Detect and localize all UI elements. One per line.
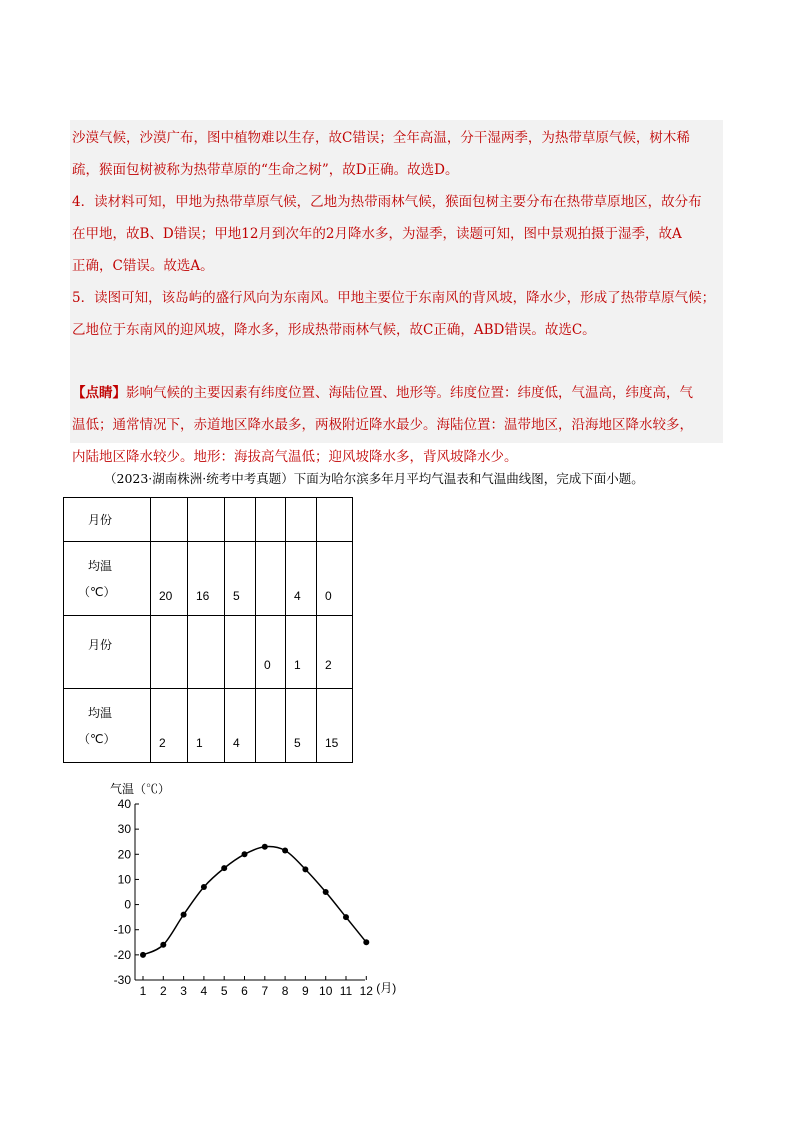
data-point — [343, 914, 349, 920]
y-tick-label: 0 — [124, 897, 131, 912]
x-tick-label: 12 — [359, 984, 373, 998]
table-header-cell — [64, 542, 151, 616]
point-text: 影响气候的主要因素有纬度位置、海陆位置、地形等。纬度位置：纬度低，气温高，纬度高，气 — [126, 385, 693, 401]
y-tick-label: 10 — [117, 872, 131, 887]
month-label: 月份 — [88, 637, 113, 652]
answer-line: 正确，C错误。故选A。 — [72, 258, 214, 274]
y-tick-label: 20 — [117, 847, 131, 862]
table-cell — [286, 498, 317, 542]
data-point — [201, 884, 207, 890]
x-tick-label: 7 — [261, 984, 269, 998]
table-cell: 2 — [151, 689, 188, 763]
x-tick-label: 1 — [139, 984, 147, 998]
x-tick-label: 4 — [200, 984, 208, 998]
data-points — [140, 844, 369, 958]
x-axis-unit: (月) — [376, 981, 397, 995]
table-row — [64, 616, 353, 689]
table-cell: 1 — [188, 689, 225, 763]
table-cell — [151, 498, 188, 542]
table-cell: 15 — [317, 689, 353, 763]
table-cell: 5 — [286, 689, 317, 763]
data-point — [140, 952, 146, 958]
x-ticks — [140, 976, 374, 998]
point-line: 内陆地区降水较少。地形：海拔高气温低；迎风坡降水多，背风坡降水少。 — [72, 449, 518, 465]
table-row — [64, 542, 353, 616]
y-axis-title: 气温（℃） — [110, 782, 171, 796]
table-cell — [256, 498, 286, 542]
table-cell: 0 — [317, 542, 353, 616]
data-point — [323, 889, 329, 895]
table-cell: 20 — [151, 542, 188, 616]
table-cell — [151, 616, 188, 689]
avg-label: 均温 — [88, 705, 113, 720]
x-tick-label: 6 — [241, 984, 248, 998]
table-cell: 2 — [317, 616, 353, 689]
y-tick-label: -30 — [113, 973, 131, 987]
data-point — [160, 942, 166, 948]
table-header-cell — [64, 616, 151, 689]
data-point — [181, 912, 187, 918]
answer-line: 5．读图可知，该岛屿的盛行风向为东南风。甲地主要位于东南风的背风坡，降水少，形成了热带草原气候； — [72, 290, 716, 306]
table-header-cell — [64, 689, 151, 763]
temperature-curve — [143, 847, 366, 955]
y-tick-label: 40 — [117, 797, 131, 811]
data-point — [221, 865, 227, 871]
y-tick-label: -20 — [113, 947, 131, 962]
data-point — [302, 866, 308, 872]
table-cell — [317, 498, 353, 542]
table-cell: 16 — [188, 542, 225, 616]
answer-line: 疏，猴面包树被称为热带草原的“生命之树”，故D正确。故选D。 — [72, 162, 459, 178]
unit-label: （℃） — [78, 731, 116, 746]
unit-label: （℃） — [78, 584, 116, 599]
table-header-cell — [64, 498, 151, 542]
table-row — [64, 689, 353, 763]
table-cell: 4 — [225, 689, 256, 763]
table-cell — [225, 498, 256, 542]
x-tick-label: 11 — [339, 984, 353, 998]
table-cell — [188, 616, 225, 689]
data-point — [242, 851, 248, 857]
avg-label: 均温 — [88, 558, 113, 573]
question-intro: （2023·湖南株洲·统考中考真题）下面为哈尔滨多年月平均气温表和气温曲线图，完成下面小题。 — [104, 471, 644, 486]
point-line — [72, 383, 722, 403]
x-tick-label: 10 — [319, 984, 333, 998]
table-cell — [188, 498, 225, 542]
x-tick-label: 9 — [302, 984, 309, 998]
answer-line: 在甲地，故B、D错误；甲地12月到次年的2月降水多，为湿季，读题可知，图中景观拍摄于湿季，故A — [72, 226, 682, 242]
temperature-table — [63, 497, 353, 763]
x-tick-label: 8 — [281, 984, 289, 998]
table-cell: 4 — [286, 542, 317, 616]
temperature-line-chart — [100, 775, 400, 1005]
answer-line: 乙地位于东南风的迎风坡，降水多，形成热带雨林气候，故C正确，ABD错误。故选C。 — [72, 322, 596, 338]
table-cell — [256, 542, 286, 616]
point-line: 温低；通常情况下，赤道地区降水最多，两极附近降水最少。海陆位置：温带地区，沿海地区降水较多， — [72, 417, 693, 433]
month-label: 月份 — [88, 513, 113, 527]
y-tick-label: 30 — [117, 822, 131, 837]
data-point — [262, 844, 268, 850]
table-row — [64, 498, 353, 542]
y-tick-label: -10 — [113, 922, 131, 937]
table-cell: 1 — [286, 616, 317, 689]
data-point — [363, 939, 369, 945]
x-tick-label: 2 — [159, 984, 167, 998]
x-tick-label: 3 — [180, 984, 187, 998]
table-cell — [225, 616, 256, 689]
point-label: 【点睛】 — [72, 385, 126, 401]
x-tick-label: 5 — [220, 984, 228, 998]
data-point — [282, 848, 288, 854]
answer-line: 4．读材料可知，甲地为热带草原气候，乙地为热带雨林气候，猴面包树主要分布在热带草原地区，故分布 — [72, 194, 702, 210]
table-cell: 0 — [256, 616, 286, 689]
answer-line: 沙漠气候，沙漠广布，图中植物难以生存，故C错误；全年高温，分干湿两季，为热带草原气候，树木稀 — [72, 130, 690, 146]
table-cell: 5 — [225, 542, 256, 616]
table-cell — [256, 689, 286, 763]
